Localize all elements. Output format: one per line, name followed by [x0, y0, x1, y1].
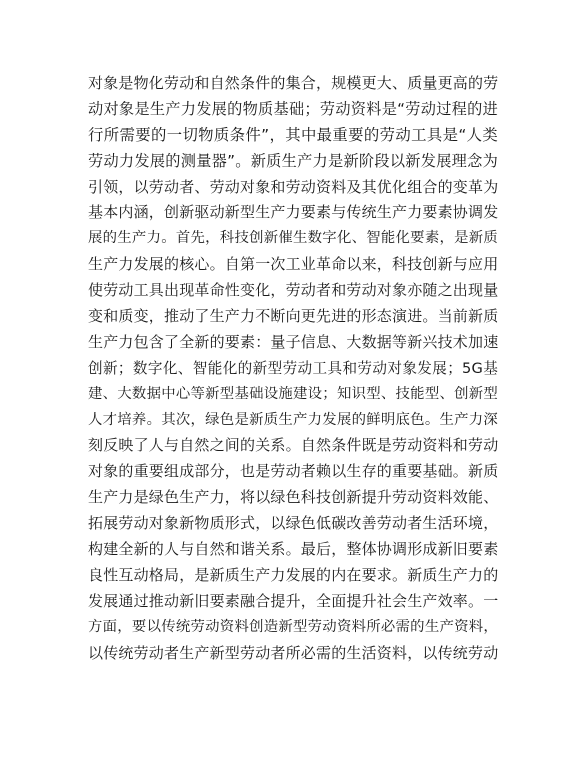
- text-line: 人才培养。其次，绿色是新质生产力发展的鲜明底色。生产力深: [88, 411, 498, 428]
- text-line: 发展通过推动新旧要素融合提升，全面提升社会生产效率。一: [88, 591, 498, 610]
- text-line: 行所需要的一切物质条件”，其中最重要的劳动工具是“人类: [88, 125, 498, 144]
- text-line: 建、大数据中心等新型基础设施建设；知识型、技能型、创新型: [88, 385, 498, 402]
- text-line: 良性互动格局，是新质生产力发展的内在要求。新质生产力的: [88, 565, 498, 584]
- text-line: 生产力发展的核心。自第一次工业革命以来，科技创新与应用: [88, 255, 498, 274]
- text-line: 生产力包含了全新的要素：量子信息、大数据等新兴技术加速: [88, 332, 498, 351]
- text-line: 创新；数字化、智能化的新型劳动工具和劳动对象发展；5G基: [88, 359, 498, 377]
- text-line: 引领，以劳动者、劳动对象和劳动资料及其优化组合的变革为: [88, 177, 498, 196]
- text-line: 动对象是生产力发展的物质基础；劳动资料是“劳动过程的进: [88, 99, 498, 118]
- text-line: 变和质变，推动了生产力不断向更先进的形态演进。当前新质: [88, 307, 498, 326]
- text-line: 刻反映了人与自然之间的关系。自然条件既是劳动资料和劳动: [88, 436, 498, 455]
- text-line: 对象的重要组成部分，也是劳动者赖以生存的重要基础。新质: [88, 462, 498, 481]
- text-line: 展的生产力。首先，科技创新催生数字化、智能化要素，是新质: [88, 230, 498, 247]
- body-text: [88, 71, 498, 666]
- text-line: 构建全新的人与自然和谐关系。最后，整体协调形成新旧要素: [88, 540, 498, 559]
- text-line: 拓展劳动对象新物质形式，以绿色低碳改善劳动者生活环境，: [88, 514, 498, 533]
- text-line: 生产力是绿色生产力，将以绿色科技创新提升劳动资料效能、: [88, 488, 498, 507]
- text-line: 使劳动工具出现革命性变化，劳动者和劳动对象亦随之出现量: [88, 281, 498, 300]
- text-line: 基本内涵，创新驱动新型生产力要素与传统生产力要素协调发: [88, 203, 498, 222]
- text-line: 劳动力发展的测量器”。新质生产力是新阶段以新发展理念为: [88, 151, 498, 170]
- text-line: 以传统劳动者生产新型劳动者所必需的生活资料，以传统劳动: [88, 643, 498, 662]
- text-line: 对象是物化劳动和自然条件的集合，规模更大、质量更高的劳: [88, 74, 498, 92]
- text-line: 方面，要以传统劳动资料创造新型劳动资料所必需的生产资料，: [88, 618, 498, 635]
